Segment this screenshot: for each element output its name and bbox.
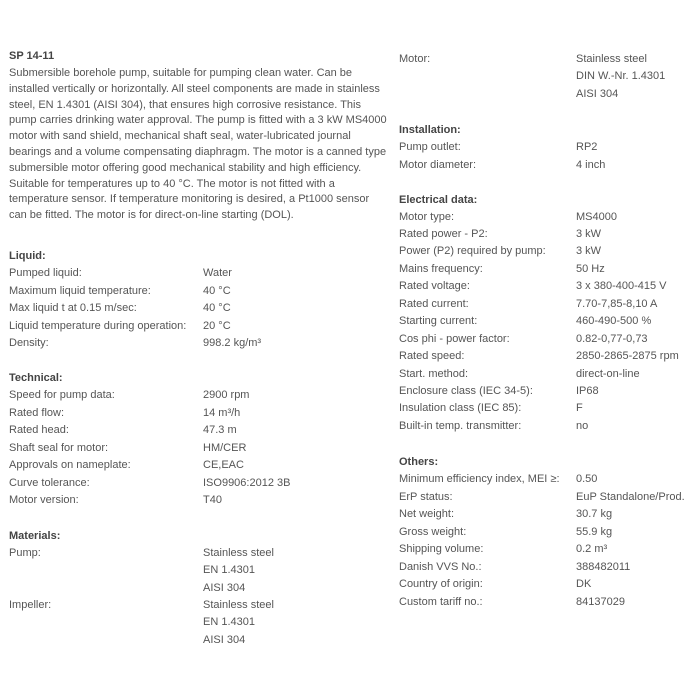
liquid-value: 998.2 kg/m³ (203, 337, 262, 349)
installation-label: Motor diameter: (399, 158, 477, 171)
installation-value: 4 inch (576, 158, 606, 171)
electrical-value: 7.70-7,85-8,10 A (576, 297, 658, 310)
electrical-label: Starting current: (399, 315, 478, 328)
product-title: SP 14-11 (9, 50, 55, 62)
materials-pump-line-3: AISI 304 (203, 582, 246, 594)
technical-label: Rated flow: (9, 406, 65, 419)
others-label: Country of origin: (399, 578, 483, 590)
electrical-value: 3 x 380-400-415 V (576, 280, 667, 293)
others-label: Minimum efficiency index, MEI ≥: (399, 473, 560, 485)
technical-label: Curve tolerance: (9, 476, 90, 489)
others-heading: Others: (399, 456, 439, 468)
technical-label: Motor version: (9, 494, 79, 506)
electrical-label: Rated power - P2: (399, 227, 488, 240)
electrical-value: direct-on-line (576, 367, 640, 380)
liquid-label: Maximum liquid temperature: (9, 284, 151, 297)
others-value: 388482011 (576, 560, 631, 573)
technical-heading: Technical: (9, 372, 63, 384)
motor-line-3: AISI 304 (576, 88, 619, 100)
installation-value: RP2 (576, 141, 598, 153)
electrical-heading: Electrical data: (399, 194, 478, 206)
liquid-value: 40 °C (203, 302, 231, 314)
installation-heading: Installation: (399, 124, 461, 136)
liquid-value: 20 °C (203, 319, 231, 332)
electrical-label: Motor type: (399, 210, 455, 223)
technical-value: HM/CER (203, 441, 247, 454)
electrical-label: Start. method: (399, 367, 469, 380)
others-label: Net weight: (399, 508, 455, 520)
electrical-value: MS4000 (576, 210, 617, 223)
others-value: 0.2 m³ (576, 543, 608, 555)
liquid-value: Water (203, 267, 232, 279)
electrical-label: Enclosure class (IEC 34-5): (399, 385, 533, 397)
technical-value: 14 m³/h (203, 406, 241, 419)
electrical-value: 0.82-0,77-0,73 (576, 332, 648, 345)
electrical-label: Mains frequency: (399, 262, 483, 275)
others-label: Custom tariff no.: (399, 595, 483, 608)
electrical-value: no (576, 419, 589, 432)
electrical-value: 50 Hz (576, 262, 605, 275)
others-value: EuP Standalone/Prod. (576, 490, 685, 503)
others-value: DK (576, 578, 592, 590)
liquid-heading: Liquid: (9, 250, 46, 262)
electrical-value: 2850-2865-2875 rpm (576, 350, 679, 363)
materials-pump-label: Pump: (9, 547, 41, 559)
motor-line-2: DIN W.-Nr. 1.4301 (576, 70, 666, 82)
electrical-label: Insulation class (IEC 85): (399, 402, 522, 415)
materials-impeller-label: Impeller: (9, 599, 52, 611)
electrical-label: Cos phi - power factor: (399, 332, 510, 345)
technical-value: T40 (203, 494, 222, 506)
others-value: 84137029 (576, 595, 625, 608)
product-description: Submersible borehole pump, suitable for pumping clean water. Can be installed vertically or horizontally. All steel components are made in stainless steel, EN 1.4301 (AISI 304), that ensures high corrosive resistance. This pump carries drinking water approval. The pump is fitted with a 3 kW MS4000 motor with sand shield, mechanical shaft seal, water-lubricated journal bearings and a volume compensating diaphragm. The motor is a canned type submersible motor offering good mechanical stability and high efficiency. Suitable for temperatures up to 40 °C. The motor is not fitted with a temperature sensor. If temperature monitoring is desired, a Pt1000 sensor can be fitted. The motor is for direct-on-line starting (DOL). (9, 67, 387, 222)
technical-label: Speed for pump data: (9, 389, 115, 401)
others-value: 55.9 kg (576, 525, 613, 538)
electrical-label: Rated voltage: (399, 280, 470, 293)
technical-value: 47.3 m (203, 424, 237, 436)
liquid-label: Max liquid t at 0.15 m/sec: (9, 302, 137, 314)
electrical-value: F (576, 402, 583, 415)
materials-heading: Materials: (9, 530, 61, 542)
motor-line-1: Stainless steel (576, 53, 647, 65)
electrical-label: Rated current: (399, 297, 469, 310)
materials-impeller-line-2: EN 1.4301 (203, 616, 255, 628)
others-label: Shipping volume: (399, 543, 484, 555)
technical-label: Rated head: (9, 424, 69, 436)
liquid-value: 40 °C (203, 284, 231, 297)
others-value: 30.7 kg (576, 508, 613, 520)
liquid-label: Pumped liquid: (9, 267, 82, 279)
electrical-label: Built-in temp. transmitter: (399, 419, 522, 432)
electrical-value: 3 kW (576, 227, 602, 240)
technical-label: Approvals on nameplate: (9, 459, 131, 471)
liquid-label: Liquid temperature during operation: (9, 319, 187, 332)
installation-label: Pump outlet: (399, 141, 461, 153)
materials-impeller-line-1: Stainless steel (203, 599, 274, 611)
electrical-value: 460-490-500 % (576, 315, 652, 328)
technical-value: CE,EAC (203, 459, 244, 471)
technical-label: Shaft seal for motor: (9, 441, 109, 454)
technical-value: ISO9906:2012 3B (203, 476, 291, 489)
others-label: Danish VVS No.: (399, 560, 482, 573)
materials-impeller-line-3: AISI 304 (203, 634, 246, 646)
motor-label: Motor: (399, 53, 431, 65)
others-label: ErP status: (399, 490, 453, 503)
liquid-label: Density: (9, 337, 49, 349)
others-value: 0.50 (576, 473, 598, 485)
others-label: Gross weight: (399, 525, 467, 538)
materials-pump-line-2: EN 1.4301 (203, 564, 255, 576)
electrical-label: Rated speed: (399, 350, 465, 363)
electrical-value: 3 kW (576, 245, 602, 258)
electrical-label: Power (P2) required by pump: (399, 245, 546, 258)
materials-pump-line-1: Stainless steel (203, 547, 274, 559)
technical-value: 2900 rpm (203, 389, 250, 401)
electrical-value: IP68 (576, 385, 599, 397)
